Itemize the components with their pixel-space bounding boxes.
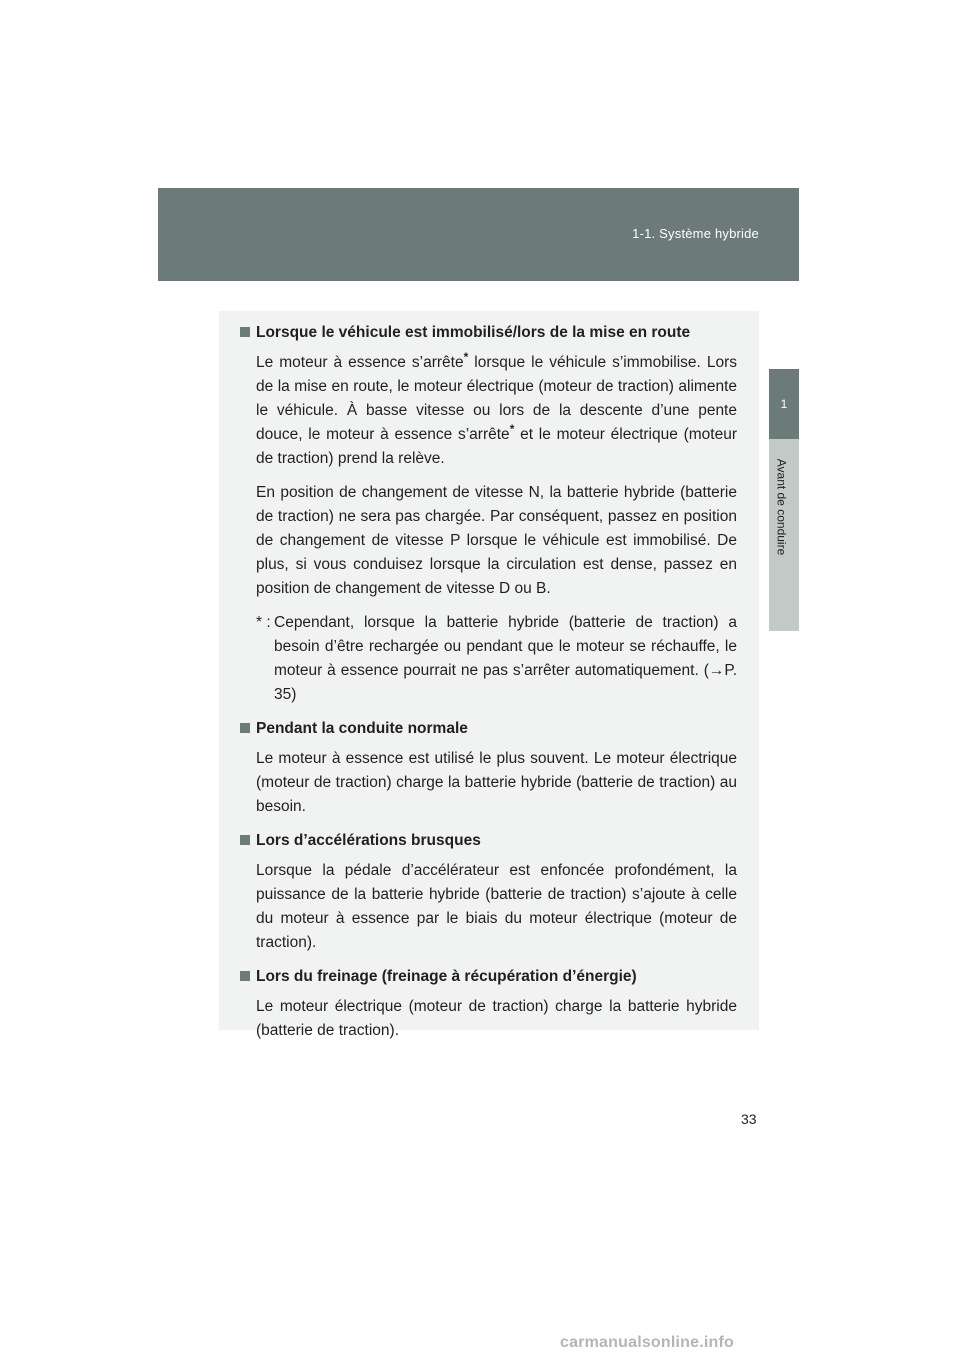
section-heading-text: Lors d’accélérations brusques [256,832,481,849]
section-heading [240,717,737,741]
paragraph [256,351,737,471]
content-inner [240,321,737,1053]
square-bullet-icon [240,835,250,845]
asterisk-mark: * [509,421,515,436]
chapter-tab [769,369,799,439]
section-heading [240,321,737,345]
footnote-mark: * : [256,614,271,631]
section-heading [240,965,737,989]
section-heading-text: Pendant la conduite normale [256,720,468,737]
text-run: et le moteur électrique (moteur de traction) prend la relève. [256,426,737,467]
header-band [158,188,799,281]
content-box [219,311,759,1039]
watermark[interactable]: carmanualsonline.info [560,1334,735,1351]
chapter-number: 1 [780,397,788,411]
page-number: 33 [741,1111,757,1127]
paragraph: En position de changement de vitesse N, la batterie hybride (batterie de traction) ne sera pas chargée. Par conséquent, passez en position de changement de vitesse P lorsque le véhicule est immobilisé. De plus, si vous conduisez lorsque la circulation est dense, passez en position de changement de vitesse D ou B. [256,484,737,597]
section-heading-text: Lors du freinage (freinage à récupération d’énergie) [256,968,637,985]
square-bullet-icon [240,971,250,981]
section-heading [240,829,737,853]
square-bullet-icon [240,723,250,733]
paragraph: Le moteur électrique (moteur de traction) charge la batterie hybride (batterie de traction). [256,998,737,1039]
chapter-label: Avant de conduire [774,458,789,556]
section-title: 1-1. Système hybride [632,226,759,241]
text-run: Le moteur à essence s’arrête [256,354,464,371]
asterisk-mark: * [463,349,469,364]
paragraph: Le moteur à essence est utilisé le plus souvent. Le moteur électrique (moteur de traction) charge la batterie hybride (batterie de traction) au besoin. [256,750,737,815]
footnote-text: Cependant, lorsque la batterie hybride (batterie de traction) a besoin d’être rechargée ou pendant que le moteur se réchauffe, le moteur à essence pourrait ne pas s’arrêter automatiquement. (→P. 35) [274,614,737,703]
section-heading-text: Lorsque le véhicule est immobilisé/lors de la mise en route [256,324,691,341]
paragraph: Lorsque la pédale d’accélérateur est enfoncée profondément, la puissance de la batterie hybride (batterie de traction) s’ajoute à celle du moteur à essence par le biais du moteur électrique (moteur de traction). [256,862,737,951]
square-bullet-icon [240,327,250,337]
text-run: lorsque le véhicule s’immobilise. Lors de la mise en route, le moteur électrique (moteur de traction) alimente le véhicule. À basse vitesse ou lors de la descente d’une pente douce, le moteur à essence s’arrête [256,354,737,443]
footnote [256,611,737,707]
chapter-label-wrap [766,447,796,567]
